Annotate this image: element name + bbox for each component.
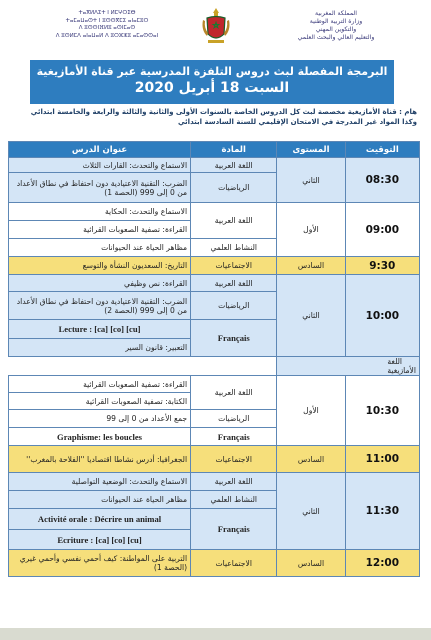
subject-cell: النشاط العلمي bbox=[191, 239, 277, 257]
ministry-name: المملكة المغربية وزارة التربية الوطنية والتكوين المهني والتعليم العالي والبحث العلمي bbox=[297, 10, 375, 41]
table-row bbox=[9, 257, 420, 275]
time-cell: 11:00 bbox=[345, 446, 419, 473]
lesson-cell: الضرب: التقنية الاعتيادية دون احتفاظ في نطاق الأعداد من 0 إلى 999 (الحصة 1) bbox=[9, 173, 191, 203]
lesson-cell: Graphisme: les boucles bbox=[9, 428, 191, 446]
page-header bbox=[0, 0, 431, 60]
subject-cell: الاجتماعيات bbox=[191, 257, 277, 275]
lesson-cell: القراءة: تصفية الصعوبات القرائية bbox=[9, 376, 191, 393]
lesson-cell: التاريخ: السعديون النشأة والتوسع bbox=[9, 257, 191, 275]
table-row bbox=[9, 275, 420, 292]
subject-cell: الرياضيات bbox=[191, 410, 277, 428]
header-level: المستوى bbox=[277, 142, 345, 158]
table-row bbox=[9, 158, 420, 173]
subject-cell: الاجتماعيات bbox=[191, 446, 277, 473]
lesson-cell: القراءة: تصفية الصعوبات القرائية bbox=[9, 221, 191, 239]
moroccan-emblem-icon bbox=[200, 6, 232, 46]
tifinagh-ministry-name: ⵜⴰⴳⵍⴷⵉⵜ ⵏ ⵍⵎⵖⵔⵉⴱ ⵜⴰⵎⴰⵡⴰⵙⵜ ⵏ ⵓⵙⵙⴳⵎⵉ ⴰⵏⴰⵎⵓⵔ ⴷ ⵓⵙⵙⵏⴼⵍⵓ ⴰⵙⵏⵎⴰⵙ ⴷ ⵓⵙⵍⵎⴷ ⴰⵏⴰⵡⴰⵍ ⴷ ⵓⵔⵣⵣⵓ ⴰⵎⴰⵙⵙⴰⵏ bbox=[55, 10, 159, 39]
lesson-cell: الاستماع والتحدث: القارات الثلاث bbox=[9, 158, 191, 173]
level-cell: الثاني bbox=[277, 275, 345, 357]
title-banner bbox=[30, 60, 394, 104]
subject-cell: Français bbox=[191, 428, 277, 446]
time-cell: 08:30 bbox=[345, 158, 419, 203]
lesson-cell: مظاهر الحياة عند الحيوانات bbox=[9, 491, 191, 509]
level-cell: الأول bbox=[277, 203, 345, 257]
level-cell: السادس bbox=[277, 550, 345, 577]
table-row bbox=[9, 357, 420, 376]
header-row bbox=[9, 142, 420, 158]
lesson-cell: Activité orale : Décrire un animal bbox=[9, 509, 191, 530]
banner-date: السبت 18 أبريل 2020 bbox=[134, 80, 290, 96]
level-cell: الأول bbox=[277, 376, 345, 446]
level-cell: السادس bbox=[277, 257, 345, 275]
header-time: التوقيت bbox=[345, 142, 419, 158]
subject-cell: اللغة العربية bbox=[191, 158, 277, 173]
time-cell: 12:00 bbox=[345, 550, 419, 577]
table-row bbox=[9, 473, 420, 491]
lesson-cell: القراءة: نص وظيفي bbox=[9, 275, 191, 292]
lesson-cell: الاستماع والتحدث: الحكاية bbox=[9, 203, 191, 221]
important-note: هام : قناة الأمازيغية مخصصة لبث كل الدروس الخاصة بالسنوات الأولى والثانية والثالثة والرابعة والخامسة ابتدائي وكذا المواد غير المدرجة في الامتحان الإقليمي للسنة السادسة ابتدائي bbox=[30, 108, 417, 126]
subject-cell: الرياضيات bbox=[191, 173, 277, 203]
time-cell: 9:30 bbox=[345, 257, 419, 275]
table-row bbox=[9, 203, 420, 221]
table-row bbox=[9, 446, 420, 473]
subject-cell: Français bbox=[191, 509, 277, 550]
lesson-cell: Ecriture : [ca] [co] [cu] bbox=[9, 530, 191, 550]
time-cell: 11:30 bbox=[345, 473, 419, 550]
lesson-cell: الكتابة: تصفية الصعوبات القرائية bbox=[9, 393, 191, 410]
header-lesson: عنوان الدرس bbox=[9, 142, 191, 158]
level-cell: السادس bbox=[277, 446, 345, 473]
subject-cell: Français bbox=[191, 320, 277, 357]
time-cell: 10:30 bbox=[345, 376, 419, 446]
subject-cell: اللغة العربية bbox=[191, 275, 277, 292]
header-subject: المادة bbox=[191, 142, 277, 158]
lesson-cell: الضرب: التقنية الاعتيادية دون احتفاظ في نطاق الأعداد من 0 إلى 999 (الحصة 2) bbox=[9, 292, 191, 320]
subject-cell: النشاط العلمي bbox=[191, 491, 277, 509]
subject-cell: الاجتماعيات bbox=[191, 550, 277, 577]
table-row bbox=[9, 376, 420, 393]
subject-cell: اللغة العربية bbox=[191, 473, 277, 491]
lesson-cell: التربية على المواطنة: كيف أحمي نفسي وأحمي غيري (الحصة 1) bbox=[9, 550, 191, 577]
level-cell: الثاني bbox=[277, 473, 345, 550]
level-cell: الثاني bbox=[277, 158, 345, 203]
lesson-cell: الجغرافيا: أدرس نشاطا اقتصاديا ''الفلاحة بالمغرب'' bbox=[9, 446, 191, 473]
lesson-cell: مظاهر الحياة عند الحيوانات bbox=[9, 239, 191, 257]
subject-cell: الرياضيات bbox=[191, 292, 277, 320]
lesson-cell: التعبير: قانون السير bbox=[9, 339, 191, 357]
table-row bbox=[9, 550, 420, 577]
banner-title: البرمجة المفصلة لبث دروس التلفزة المدرسية عبر قناة الأمازيغية bbox=[36, 65, 388, 78]
subject-cell: اللغة العربية bbox=[191, 376, 277, 410]
subject-cell: اللغة الأمازيغية bbox=[277, 357, 420, 376]
lesson-cell: جمع الأعداد من 0 إلى 99 bbox=[9, 410, 191, 428]
time-cell: 10:00 bbox=[345, 275, 419, 357]
lesson-cell: الاستماع والتحدث: الوضعية التواصلية bbox=[9, 473, 191, 491]
schedule-table bbox=[8, 141, 420, 577]
background-strip bbox=[0, 628, 431, 640]
subject-cell: اللغة العربية bbox=[191, 203, 277, 239]
lesson-cell: Lecture : [ca] [co] [cu] bbox=[9, 320, 191, 339]
time-cell: 09:00 bbox=[345, 203, 419, 257]
